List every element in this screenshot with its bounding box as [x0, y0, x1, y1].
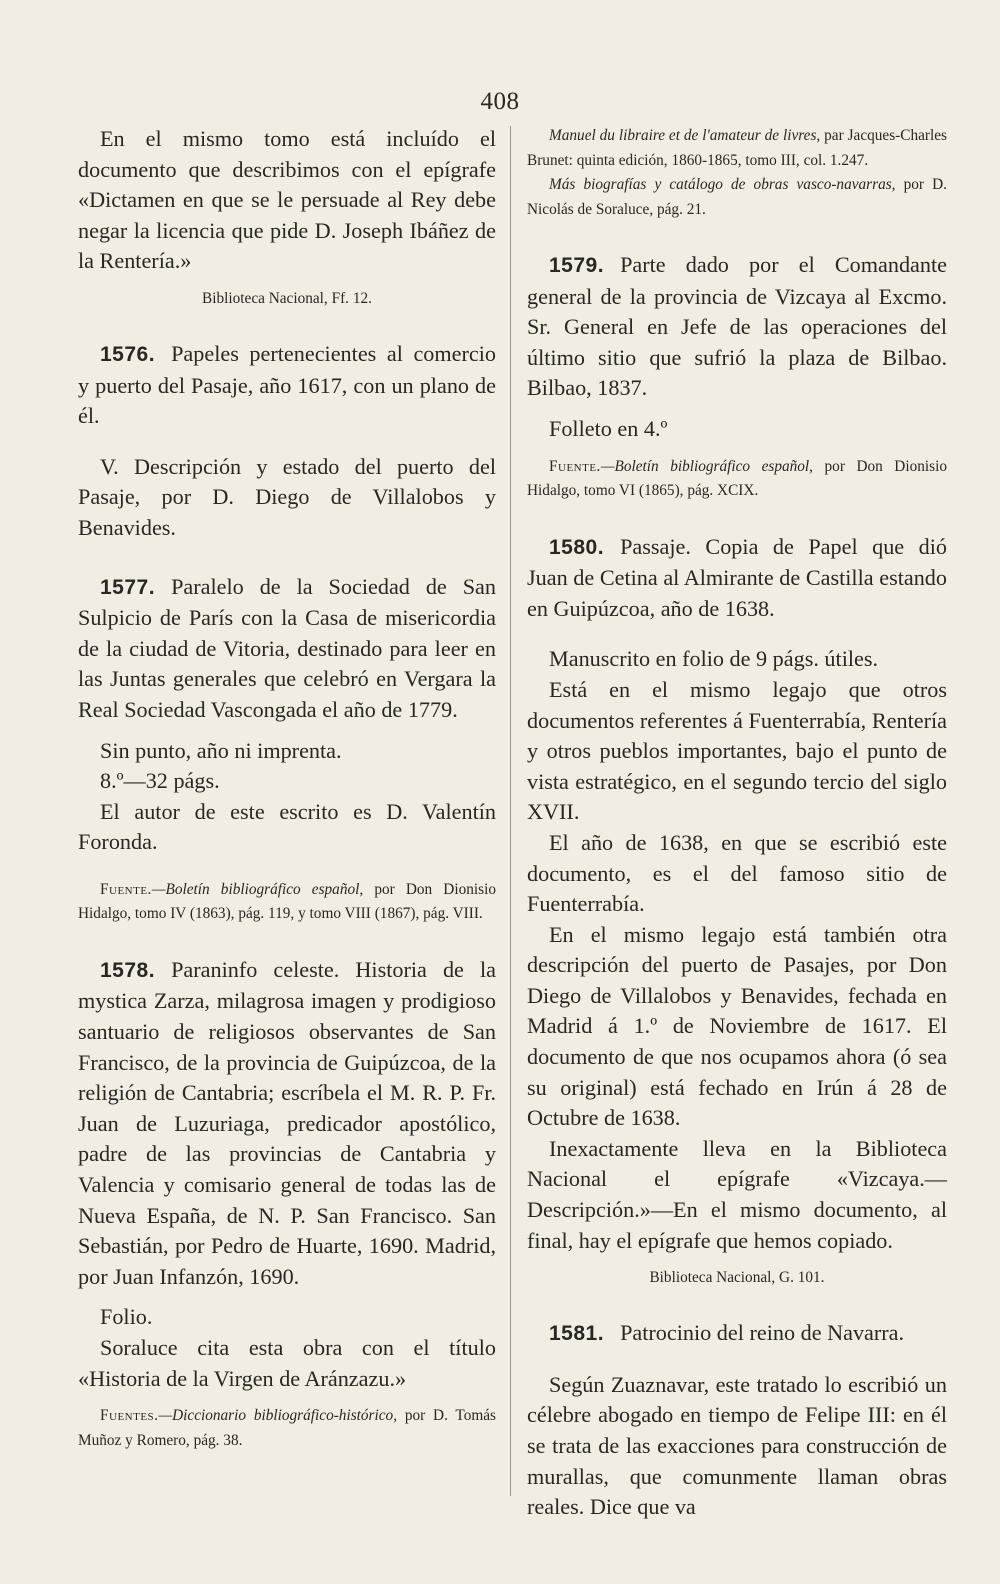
library-reference: Biblioteca Nacional, G. 101. [649, 1269, 825, 1287]
entry-1577-source [78, 878, 496, 927]
entry-1577-title [78, 572, 496, 726]
entry-1578-title [78, 955, 496, 1293]
source-label: Fuente. [549, 457, 601, 475]
reference-brunet [527, 124, 947, 173]
entry-1577-author: El autor de este escrito es D. Valentín Foronda. [78, 798, 496, 855]
entry-1577-imprint: Sin punto, año ni imprenta. [100, 737, 342, 763]
entry-1580-legajo-note: En el mismo legajo está también otra descripción del puerto de Pasajes, por Don Diego de Villalobos y Benavides, fechada en Madrid á 1.º de Noviembre de 1617. El documento de que nos ocupamos ahora (ó sea su original) está fechado en Irún á 28 de Octubre de 1638. [527, 921, 947, 1131]
source-title: —Diccionario bibliográfico-histórico, [158, 1407, 398, 1425]
column-divider [510, 126, 511, 1496]
source-details: por Don Dionisio Hidalgo, tomo VI (1865), pág. XCIX. [527, 457, 947, 500]
entry-1579-source [527, 455, 947, 504]
entry-1579-title [527, 250, 947, 404]
entry-number: 1577. [100, 575, 156, 599]
entry-1580-epigraph-note: Inexactamente lleva en la Biblioteca Nacional el epígrafe «Vizcaya.—Descripción.»—En el mismo documento, al final, hay el epígrafe que hemos copiado. [527, 1135, 947, 1253]
entry-title-text: Parte dado por el Comandante general de la provincia de Vizcaya al Excmo. Sr. General en Jefe de las operaciones del último sitio que sufrió la plaza de Bilbao. Bilbao, 1837. [527, 252, 947, 401]
right-column [527, 124, 947, 1523]
entry-number: 1581. [549, 1322, 605, 1346]
entry-1581-note: Según Zuaznavar, este tratado lo escribió un célebre abogado en tiempo de Felipe III: en él se trata de las exacciones para construcción de murallas, que comunmente llaman obras reales. Dice que va [527, 1371, 947, 1520]
library-reference: Biblioteca Nacional, Ff. 12. [202, 289, 372, 307]
entry-1576-title [78, 339, 496, 432]
reference-details: por D. Nicolás de Soraluce, pág. 21. [527, 176, 947, 218]
entry-1580-year-note: El año de 1638, en que se escribió este documento, es el del famoso sitio de Fuenterrabía. [527, 829, 947, 917]
entry-number: 1578. [100, 958, 156, 982]
entry-1578-note: Soraluce cita esta obra con el título «Historia de la Virgen de Aránzazu.» [78, 1335, 496, 1391]
left-column [78, 124, 496, 1453]
reference-title: Manuel du libraire et de l'amateur de livres, [549, 127, 821, 144]
entry-1576-note: V. Descripción y estado del puerto del Pasaje, por D. Diego de Villalobos y Benavides. [78, 453, 496, 540]
entry-title-text: Paralelo de la Sociedad de San Sulpicio de París con la Casa de misericordia de la ciudad de Vitoria, destinado para leer en las Juntas generales que celebró en Vergara la Real Sociedad Vascongada el año de 1779. [78, 573, 496, 722]
paragraph-document-included: En el mismo tomo está incluído el documento que describimos con el epígrafe «Dictamen en que se le persuade al Rey debe negar la licencia que pide D. Joseph Ibáñez de la Rentería.» [78, 126, 496, 274]
entry-1578-format: Folio. [100, 1304, 153, 1330]
entry-number: 1579. [549, 254, 605, 277]
source-label: Fuentes. [100, 1407, 159, 1425]
reference-soraluce [527, 173, 947, 222]
entry-1580-location: Está en el mismo legajo que otros documentos referentes á Fuenterrabía, Rentería y otros pueblos importantes, bajo el punto de vista estratégico, en el segundo tercio del siglo XVII. [527, 676, 947, 825]
reference-details: par Jacques-Charles Brunet: quinta edición, 1860-1865, tomo III, col. 1.247. [527, 127, 947, 169]
source-label: Fuente. [100, 880, 152, 898]
entry-title-text: Paraninfo celeste. Historia de la mystica Zarza, milagrosa imagen y prodigioso santuario de religiosos observantes de San Francisco, de la provincia de Guipúzcoa, de la religión de Cantabria; escríbela el M. R. P. Fr. Juan de Luzuriaga, predicador apostólico, padre de las provincias de Cantabria y Valencia y comisario general de todas las de Nueva España, de N. P. San Francisco. San Sebastián, por Pedro de Huarte, 1690. Madrid, por Juan Infanzón, 1690. [78, 956, 496, 1289]
source-details: por Don Dionisio Hidalgo, tomo IV (1863), pág. 119, y tomo VIII (1867), pág. VIII. [78, 880, 496, 923]
entry-1580-title [527, 532, 947, 625]
page-number: 408 [480, 88, 520, 115]
source-title: —Boletín bibliográfico español, [600, 457, 814, 475]
entry-title-text: Papeles pertenecientes al comercio y puerto del Pasaje, año 1617, con un plano de él. [78, 340, 496, 429]
reference-title: Más biografías y catálogo de obras vasco-navarras, [549, 176, 896, 193]
entry-1581-title [527, 1318, 947, 1350]
entry-number: 1580. [549, 535, 605, 559]
entry-number: 1576. [100, 342, 156, 366]
entry-1577-format: 8.º—32 págs. [100, 768, 220, 794]
entry-1579-format: Folleto en 4.º [549, 415, 668, 441]
entry-1580-format: Manuscrito en folio de 9 págs. útiles. [549, 646, 879, 672]
source-details: por D. Tomás Muñoz y Romero, pág. 38. [78, 1407, 496, 1449]
entry-title-text: Patrocinio del reino de Navarra. [620, 1320, 905, 1346]
entry-1578-source [78, 1404, 496, 1453]
source-title: —Boletín bibliográfico español, [151, 880, 364, 898]
entry-title-text: Passaje. Copia de Papel que dió Juan de Cetina al Almirante de Castilla estando en Guipúzcoa, año de 1638. [527, 533, 947, 621]
